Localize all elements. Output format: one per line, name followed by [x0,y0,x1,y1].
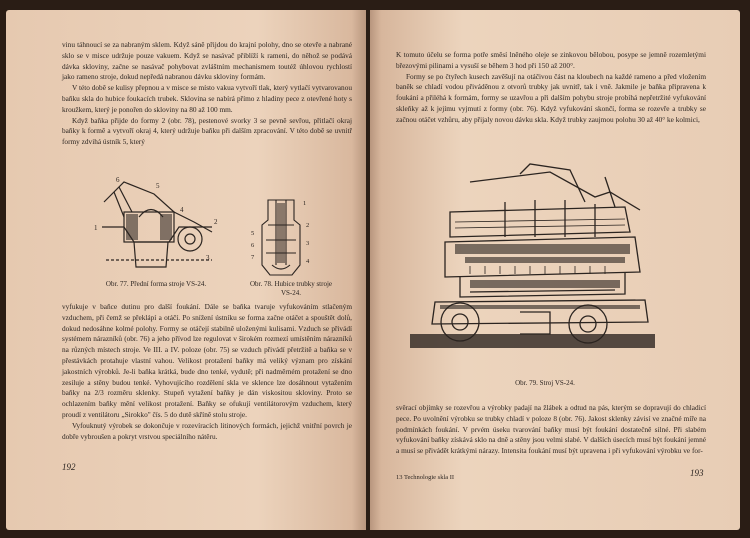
running-footer: 13 Technologie skla II [396,474,455,481]
right-text-bottom [396,403,706,457]
figure-78-blowpipe-nozzle [246,195,316,280]
left-page [6,10,366,530]
figure-label: 4 [180,206,184,214]
caption-figure-77: Obr. 77. Přední forma stroje VS-24. [105,280,207,288]
figure-79-machine-vs24 [410,162,670,362]
figure-label: 7 [251,254,255,261]
right-text-top [396,50,706,126]
paragraph: Když baňka přijde do formy 2 (obr. 78), pestenové svorky 3 se pevně sevřou, přitlačí okraj baňky k formě a vytvoří okraj 4, který udržuje baňku při dalším zpracování. V této době se uvnitř formy zdvihá ústník 5, který [62,115,352,147]
figure-label: 1 [94,224,98,232]
paragraph: svěrací objímky se rozevřou a výrobky padají na žlábek a odtud na pás, kterým se dopravují do chladicí pece. Po uvolnění výrobku se trubky chladí v poloze 8 (obr. 76). Jakost sklenky závisí ve značné míře na podmínkách foukání. V prvém úseku tvarování baňky musí být foukání dostatečně silné. Při slabém vyfukování baňky získává sklo na dně a stěny jsou velmi slabé. V dalších úsecích musí být foukání jemné a musí se přivádět krátkými nárazy. Intensita foukání musí být upravena i při vyfukování výrobku ve for- [396,403,706,456]
caption-figure-78: Obr. 78. Hubice trubky stroje VS-24. [249,280,333,297]
left-text-top [62,40,352,148]
figure-label: 3 [206,254,210,262]
figure-label: 3 [306,240,310,247]
paragraph: Vyfouknutý výrobek se dokončuje v rozevíracích litinových formách, jejichž vnitřní povrch je dobře vybroušen a pokryt vrstvou speciálního nátěru. [62,420,352,441]
paragraph: V této době se kulisy přepnou a v misce se místo vakua vytvoří tlak, který vytlačí vytvarovanou baňku skla do hubice foukacích trubek. Sklovina se nabírá přímo z hladiny pece z otevřené hoty s kroužkem, který je ponořen do skloviny na 80 až 100 mm. [62,83,352,114]
figure-label: 5 [156,182,160,190]
figure-label: 6 [116,176,120,184]
left-text-bottom [62,302,352,442]
figure-label: 1 [303,200,307,207]
right-page [370,10,740,530]
figure-77-front-mold [94,172,224,277]
paragraph: K tomuto účelu se forma potře směsí lněného oleje se zinkovou bělobou, posype se jemně rozemletými březovými pilinami a vysuší se během 3 hod při 150 až 200°. [396,50,706,70]
paragraph: vyfukuje v baňce dutinu pro další foukání. Dále se baňka tvaruje vyfukováním stlačeným vzduchem, při čemž se překlápí a otáčí. Po snížení ústníku se forma začne otáčet a spouštět dolů, dokud nedosáhne kolmé polohy. Formy se otáčejí stabilně uloženými kulisami. Vzduch se přivádí systémem nárazníků (obr. 76) a jeho přívod lze regulovat v širokém rozmezí umístěním nárazníků na různých místech stroje. Ve III. a IV. poloze (obr. 75) se vzduch přivádí přetržitě a baňka se v přestávkách protahuje vlastní vahou. Velikost protažení baňky má veliký význam pro získání jakostních výrobků. Je-li baňka krátká, bude dno tenké, vydutě; při nadměrném protažení se dno zesiluje a stěny budou tenké. Vyhovujícího rozdělení skla ve sklence lze dosáhnout vytažením baňky na 2/3 rozměru sklenky. Stupeň vytažení baňky je dán viskositou skloviny. Proto se ochlazením baňky mění velikost protažení. Baňky se ofukují ventilátorovým vzduchem, který proudí z ventilátoru „Sirokko" čís. 5 do dutě skříně stolu stroje. [62,302,352,419]
figure-label: 2 [214,218,218,226]
figure-label: 6 [251,242,255,249]
figure-label: 4 [306,258,310,265]
figure-label: 2 [306,222,310,229]
paragraph: vinu táhnoucí se za nabraným sklem. Když sáně přijdou do krajní polohy, dno se otevře a nabrané sklo se v misce udržuje pouze vakuem. Když se nasávač přiblíží k rameni, do něhož se podává dávka skloviny, začne se nasávač pohybovat zvláštním mechanismem toutéž úhlovou rychlostí jako rameno stroje, dokud nepředá nabranou dávku skloviny formám. [62,40,352,82]
caption-figure-79: Obr. 79. Stroj VS-24. [515,379,575,387]
figure-label: 5 [251,230,255,237]
paragraph: Formy se po čtyřech kusech zavěšují na otáčivou část na kloubech na každé rameno a před vložením baněk se chladí vodou přiváděnou z otvorů trubky jak uvnitř, tak i vně. Jakmile je baňka připravena k foukání a přiléhá k formám, formy se uzavřou a při dalším pohybu stroje probíhá nepřetržité vyfukování skleňky až k jejímu vyjmutí z formy (obr. 76). Když vyfukování skončí, forma se rozevře a trubky se začnou otáčet vzhůru, aby přijaly novou dávku skla. Když trubky zaujmou polohu 30 až 40° ke kolmici, [396,71,706,124]
page-number: 192 [62,462,76,472]
page-number: 193 [690,468,704,478]
